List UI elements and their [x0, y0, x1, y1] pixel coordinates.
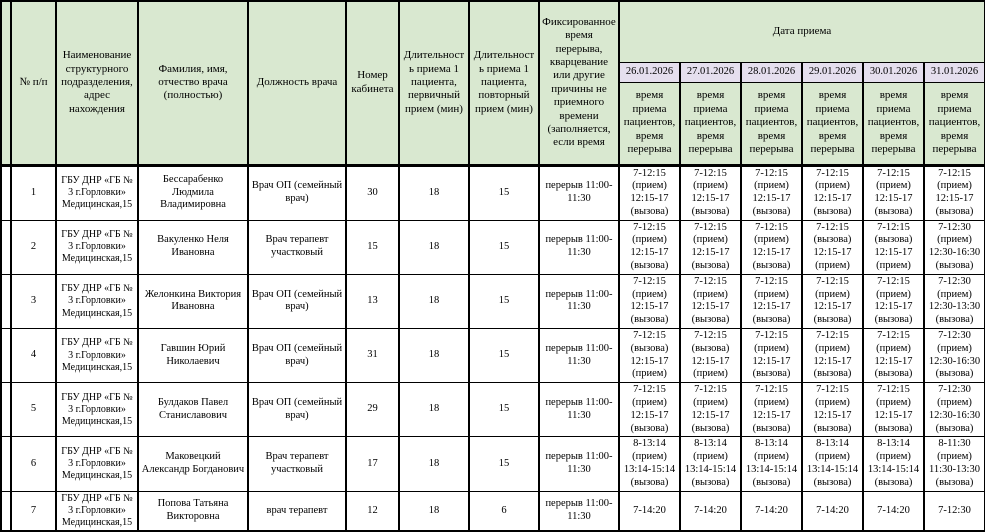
left-strip-cell [1, 437, 11, 491]
schedule-cell: 7-12:15 (прием) 12:15-17 (вызова) [863, 329, 924, 383]
row-number-cell: 1 [11, 165, 56, 220]
header-date-subheader-4: время приема пациентов, время перерыва [863, 82, 924, 165]
row-number-cell: 7 [11, 491, 56, 531]
fixed-break-cell: перерыв 11:00-11:30 [539, 329, 619, 383]
schedule-cell: 7-12:15 (прием) 12:15-17 (вызова) [680, 274, 741, 328]
schedule-cell: 7-12:30 (прием) 12:30-16:30 (вызова) [924, 329, 985, 383]
schedule-cell: 7-12:15 (прием) 12:15-17 (вызова) [802, 274, 863, 328]
schedule-cell: 7-12:15 (прием) 12:15-17 (вызова) [741, 220, 802, 274]
schedule-cell: 8-13:14 (прием) 13:14-15:14 (вызова) [680, 437, 741, 491]
primary-duration-cell: 18 [399, 383, 469, 437]
fixed-break-cell: перерыв 11:00-11:30 [539, 274, 619, 328]
header-num: № п/п [11, 1, 56, 165]
schedule-cell: 7-12:15 (вызова) 12:15-17 (прием) [619, 329, 680, 383]
schedule-cell: 7-12:15 (прием) 12:15-17 (вызова) [619, 274, 680, 328]
schedule-cell: 7-12:15 (прием) 12:15-17 (вызова) [619, 383, 680, 437]
position-cell: Врач ОП (семейный врач) [248, 329, 346, 383]
left-strip-cell [1, 383, 11, 437]
org-address-cell: ГБУ ДНР «ГБ № 3 г.Горловки» Медицинская,15 [56, 165, 138, 220]
table-row [1, 383, 985, 437]
fixed-break-cell: перерыв 11:00-11:30 [539, 437, 619, 491]
left-strip-cell [1, 274, 11, 328]
schedule-cell: 7-12:15 (прием) 12:15-17 (вызова) [680, 220, 741, 274]
schedule-cell: 7-12:15 (прием) 12:15-17 (вызова) [863, 165, 924, 220]
org-address-cell: ГБУ ДНР «ГБ № 3 г.Горловки» Медицинская,15 [56, 329, 138, 383]
left-strip-cell [1, 220, 11, 274]
table-row [1, 491, 985, 531]
schedule-cell: 8-13:14 (прием) 13:14-15:14 (вызова) [619, 437, 680, 491]
repeat-duration-cell: 15 [469, 165, 539, 220]
schedule-cell: 7-12:15 (прием) 12:15-17 (вызова) [863, 383, 924, 437]
schedule-cell: 8-13:14 (прием) 13:14-15:14 (вызова) [741, 437, 802, 491]
primary-duration-cell: 18 [399, 437, 469, 491]
repeat-duration-cell: 15 [469, 220, 539, 274]
schedule-cell: 8-13:14 (прием) 13:14-15:14 (вызова) [802, 437, 863, 491]
schedule-cell: 7-12:15 (вызова) 12:15-17 (прием) [863, 220, 924, 274]
table-row [1, 220, 985, 274]
header-cabinet: Номер кабинета [346, 1, 399, 165]
header-date-3: 29.01.2026 [802, 62, 863, 82]
row-number-cell: 2 [11, 220, 56, 274]
fixed-break-cell: перерыв 11:00-11:30 [539, 491, 619, 531]
repeat-duration-cell: 15 [469, 274, 539, 328]
left-strip-cell [1, 1, 11, 165]
cabinet-number-cell: 13 [346, 274, 399, 328]
table-row [1, 437, 985, 491]
org-address-cell: ГБУ ДНР «ГБ № 3 г.Горловки» Медицинская,15 [56, 383, 138, 437]
header-date-1: 27.01.2026 [680, 62, 741, 82]
header-duration-repeat: Длительность приема 1 пациента, повторный прием (мин) [469, 1, 539, 165]
schedule-cell: 7-12:15 (прием) 12:15-17 (вызова) [741, 165, 802, 220]
primary-duration-cell: 18 [399, 220, 469, 274]
primary-duration-cell: 18 [399, 329, 469, 383]
doctor-name-cell: Булдаков Павел Станиславович [138, 383, 248, 437]
left-strip-cell [1, 329, 11, 383]
schedule-cell: 7-12:15 (прием) 12:15-17 (вызова) [619, 220, 680, 274]
schedule-cell: 7-14:20 [741, 491, 802, 531]
org-address-cell: ГБУ ДНР «ГБ № 3 г.Горловки» Медицинская,15 [56, 274, 138, 328]
repeat-duration-cell: 15 [469, 437, 539, 491]
header-org: Наименование структурного подразделения, адрес нахождения [56, 1, 138, 165]
header-fio: Фамилия, имя, отчество врача (полностью) [138, 1, 248, 165]
schedule-cell: 7-12:15 (прием) 12:15-17 (вызова) [741, 274, 802, 328]
position-cell: Врач терапевт участковый [248, 437, 346, 491]
schedule-cell: 8-11:30 (прием) 11:30-13:30 (вызова) [924, 437, 985, 491]
schedule-cell: 7-12:30 (прием) 12:30-16:30 (вызова) [924, 220, 985, 274]
doctor-name-cell: Маковецкий Александр Богданович [138, 437, 248, 491]
row-number-cell: 4 [11, 329, 56, 383]
header-date-2: 28.01.2026 [741, 62, 802, 82]
org-address-cell: ГБУ ДНР «ГБ № 3 г.Горловки» Медицинская,15 [56, 491, 138, 531]
schedule-cell: 7-12:15 (прием) 12:15-17 (вызова) [802, 329, 863, 383]
cabinet-number-cell: 30 [346, 165, 399, 220]
header-date-subheader-3: время приема пациентов, время перерыва [802, 82, 863, 165]
fixed-break-cell: перерыв 11:00-11:30 [539, 383, 619, 437]
schedule-cell: 7-14:20 [680, 491, 741, 531]
repeat-duration-cell: 6 [469, 491, 539, 531]
schedule-cell: 7-12:15 (прием) 12:15-17 (вызова) [863, 274, 924, 328]
schedule-cell: 7-12:15 (прием) 12:15-17 (вызова) [802, 383, 863, 437]
cabinet-number-cell: 31 [346, 329, 399, 383]
cabinet-number-cell: 12 [346, 491, 399, 531]
schedule-cell: 7-12:15 (прием) 12:15-17 (вызова) [680, 165, 741, 220]
table-body [1, 165, 985, 531]
left-strip-cell [1, 491, 11, 531]
schedule-cell: 8-13:14 (прием) 13:14-15:14 (вызова) [863, 437, 924, 491]
doctor-name-cell: Бессарабенко Людмила Владимировна [138, 165, 248, 220]
cabinet-number-cell: 17 [346, 437, 399, 491]
repeat-duration-cell: 15 [469, 383, 539, 437]
cabinet-number-cell: 29 [346, 383, 399, 437]
header-date-4: 30.01.2026 [863, 62, 924, 82]
schedule-cell: 7-12:15 (вызова) 12:15-17 (прием) [680, 329, 741, 383]
primary-duration-cell: 18 [399, 491, 469, 531]
schedule-cell: 7-12:15 (прием) 12:15-17 (вызова) [680, 383, 741, 437]
doctor-name-cell: Желонкина Виктория Ивановна [138, 274, 248, 328]
header-date-subheader-1: время приема пациентов, время перерыва [680, 82, 741, 165]
doctor-name-cell: Попова Татьяна Викторовна [138, 491, 248, 531]
left-strip-cell [1, 165, 11, 220]
header-date-subheader-5: время приема пациентов, время перерыва [924, 82, 985, 165]
org-address-cell: ГБУ ДНР «ГБ № 3 г.Горловки» Медицинская,15 [56, 437, 138, 491]
position-cell: Врач ОП (семейный врач) [248, 165, 346, 220]
table-row [1, 274, 985, 328]
header-duration-primary: Длительность приема 1 пациента, первичный прием (мин) [399, 1, 469, 165]
schedule-cell: 7-12:30 (прием) 12:30-16:30 (вызова) [924, 383, 985, 437]
schedule-cell: 7-12:15 (прием) 12:15-17 (вызова) [741, 329, 802, 383]
primary-duration-cell: 18 [399, 274, 469, 328]
position-cell: Врач терапевт участковый [248, 220, 346, 274]
row-number-cell: 5 [11, 383, 56, 437]
schedule-cell: 7-14:20 [863, 491, 924, 531]
position-cell: Врач ОП (семейный врач) [248, 274, 346, 328]
header-date-group: Дата приема [619, 1, 985, 62]
table-row [1, 329, 985, 383]
fixed-break-cell: перерыв 11:00-11:30 [539, 165, 619, 220]
position-cell: Врач ОП (семейный врач) [248, 383, 346, 437]
header-date-0: 26.01.2026 [619, 62, 680, 82]
header-date-5: 31.01.2026 [924, 62, 985, 82]
schedule-cell: 7-12:30 (прием) 12:30-13:30 (вызова) [924, 274, 985, 328]
position-cell: врач терапевт [248, 491, 346, 531]
schedule-cell: 7-12:15 (прием) 12:15-17 (вызова) [924, 165, 985, 220]
header-fixed-break: Фиксированное время перерыва, кварцевание или другие причины не приемного времени (заполняется, если время [539, 1, 619, 165]
schedule-cell: 7-14:20 [619, 491, 680, 531]
fixed-break-cell: перерыв 11:00-11:30 [539, 220, 619, 274]
repeat-duration-cell: 15 [469, 329, 539, 383]
schedule-cell: 7-12:30 [924, 491, 985, 531]
row-number-cell: 3 [11, 274, 56, 328]
schedule-cell: 7-12:15 (прием) 12:15-17 (вызова) [802, 165, 863, 220]
header-row-main [1, 1, 985, 62]
schedule-cell: 7-12:15 (прием) 12:15-17 (вызова) [741, 383, 802, 437]
doctor-name-cell: Вакуленко Неля Ивановна [138, 220, 248, 274]
header-position: Должность врача [248, 1, 346, 165]
table-header [1, 1, 985, 165]
org-address-cell: ГБУ ДНР «ГБ № 3 г.Горловки» Медицинская,15 [56, 220, 138, 274]
doctor-name-cell: Гавшин Юрий Николаевич [138, 329, 248, 383]
schedule-cell: 7-12:15 (вызова) 12:15-17 (прием) [802, 220, 863, 274]
schedule-cell: 7-12:15 (прием) 12:15-17 (вызова) [619, 165, 680, 220]
cabinet-number-cell: 15 [346, 220, 399, 274]
primary-duration-cell: 18 [399, 165, 469, 220]
row-number-cell: 6 [11, 437, 56, 491]
header-date-subheader-0: время приема пациентов, время перерыва [619, 82, 680, 165]
table-row [1, 165, 985, 220]
schedule-cell: 7-14:20 [802, 491, 863, 531]
header-date-subheader-2: время приема пациентов, время перерыва [741, 82, 802, 165]
